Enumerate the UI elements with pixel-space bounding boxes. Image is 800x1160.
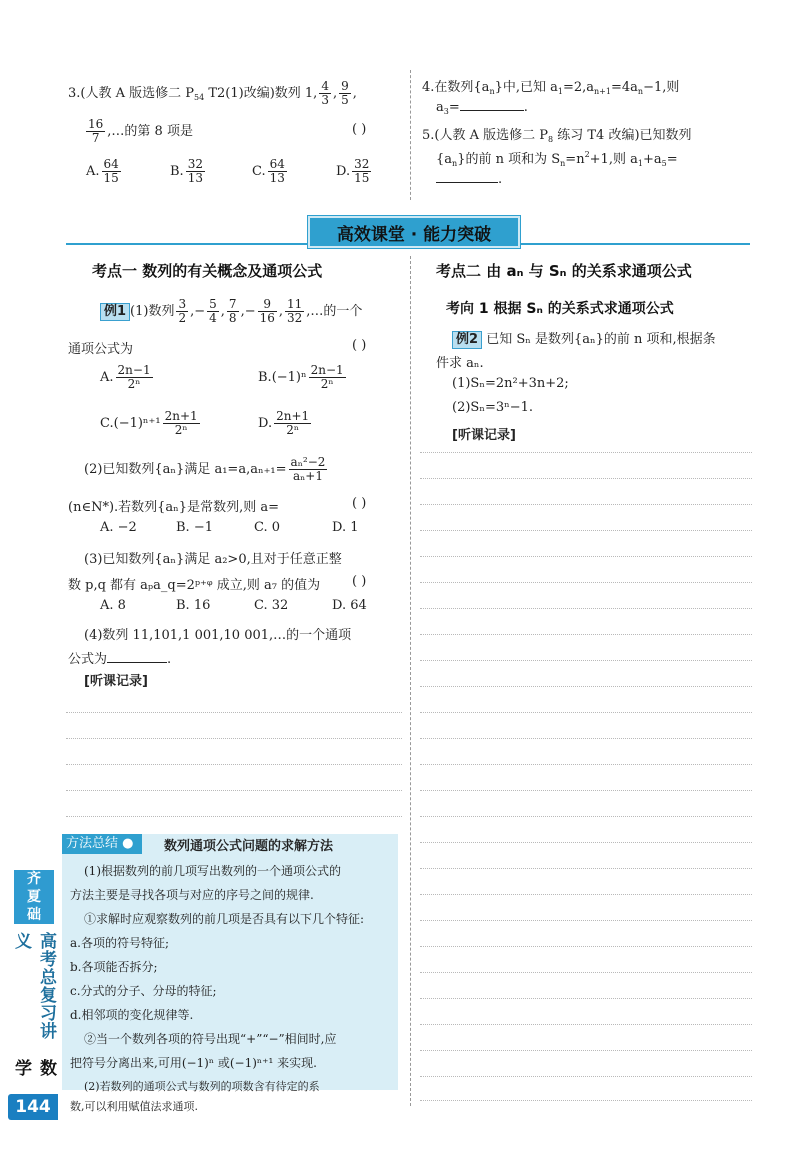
top-column-divider [410, 70, 411, 200]
ex1-part3-opt-a: A. 8 [100, 598, 126, 613]
right-notes-label: [听课记录] [452, 428, 516, 443]
ex1-part2-line1: (2)已知数列{aₙ}满足 a₁=a,aₙ₊₁= $\frac{\text{aₙ²−2}}{\text{aₙ+1}}$ [84, 455, 326, 483]
right-note-line[interactable] [420, 582, 752, 583]
right-note-line[interactable] [420, 972, 752, 973]
right-section-title: 考点二 由 aₙ 与 Sₙ 的关系求通项公式 [436, 262, 692, 280]
ex2-line2: 件求 aₙ. [436, 356, 484, 371]
right-note-line[interactable] [420, 894, 752, 895]
ex1-part4-line1: (4)数列 11,101,1 001,10 001,…的一个通项 [84, 628, 352, 643]
q5-answer-blank[interactable] [436, 182, 498, 183]
right-note-line[interactable] [420, 738, 752, 739]
left-notes-label: [听课记录] [84, 674, 148, 689]
right-note-line[interactable] [420, 816, 752, 817]
ex2-item1: (1)Sₙ=2n²+3n+2; [452, 376, 569, 391]
left-note-line[interactable] [66, 764, 402, 765]
ex1-option-c: C.(−1)ⁿ⁺¹ $\frac{2n+1}{\text{2ⁿ}}$ [100, 409, 198, 437]
ex1-part3-opt-c: C. 32 [254, 598, 289, 613]
ex1-part2-line2: (n∈N*).若数列{aₙ}是常数列,则 a= [68, 500, 279, 515]
right-note-line[interactable] [420, 1024, 752, 1025]
right-note-line[interactable] [420, 556, 752, 557]
section-banner: 高效课堂 · 能力突破 [308, 216, 520, 248]
banner-rule-left [66, 243, 310, 245]
ex1-part3-opt-d: D. 64 [332, 598, 367, 613]
method-line: 方法主要是寻找各项与对应的序号之间的规律. [70, 888, 314, 902]
method-line: ②当一个数列各项的符号出现“+”“−”相间时,应 [84, 1032, 337, 1046]
right-note-line[interactable] [420, 790, 752, 791]
publisher-logo: 齐 夏 础 [14, 870, 54, 924]
q3-option-d: D. $\frac{32}{15}$ [336, 157, 370, 185]
right-note-line[interactable] [420, 998, 752, 999]
method-line: a.各项的符号特征; [70, 936, 170, 950]
right-note-line[interactable] [420, 686, 752, 687]
speech-bubble-icon: ● [122, 836, 134, 851]
ex1-option-b: B.(−1)ⁿ $\frac{2n-1}{\text{2ⁿ}}$ [258, 363, 344, 391]
ex1-part1-paren: ( ) [352, 338, 367, 353]
ex1-part4-line2: 公式为 . [68, 652, 172, 667]
right-note-line[interactable] [420, 946, 752, 947]
method-summary-title: 数列通项公式问题的求解方法 [164, 839, 334, 854]
ex1-part2-paren: ( ) [352, 496, 367, 511]
right-note-line[interactable] [420, 452, 752, 453]
ex1-part2-opt-a: A. −2 [100, 520, 137, 535]
right-note-line[interactable] [420, 478, 752, 479]
right-note-line[interactable] [420, 634, 752, 635]
right-note-line[interactable] [420, 1100, 752, 1101]
right-note-line[interactable] [420, 1050, 752, 1051]
q5-line1: 5.(人教 A 版选修二 $P_8$ 练习 T4 改编)已知数列 [422, 128, 692, 144]
ex1-part3-line2: 数 p,q 都有 aₚa_q=2ᵖ⁺ᵠ 成立,则 a₇ 的值为 [68, 578, 321, 593]
ex1-part3-paren: ( ) [352, 574, 367, 589]
left-section-title: 考点一 数列的有关概念及通项公式 [92, 262, 323, 280]
method-line: c.分式的分子、分母的特征; [70, 984, 217, 998]
method-line: b.各项能否拆分; [70, 960, 158, 974]
q3-frac-1: $\frac{4}{3}$ [321, 79, 329, 107]
ex1-part4-answer-blank[interactable] [107, 662, 167, 663]
q3-line1: 3.(人教 A 版选修二 $P_{54}$ T2(1)改编)数列 1, $\frac{4}{3}$ , $\frac{9}{5}$ , [68, 79, 357, 107]
method-line: 把符号分离出来,可用(−1)ⁿ 或(−1)ⁿ⁺¹ 来实现. [70, 1056, 317, 1070]
method-line: (1)根据数列的前几项写出数列的一个通项公式的 [84, 864, 341, 878]
q4-answer-blank[interactable] [460, 110, 524, 111]
q3-frac-3: $\frac{16}{7}$ [88, 117, 104, 145]
main-column-divider [410, 256, 411, 1106]
page-number: 144 [8, 1094, 58, 1120]
right-note-line[interactable] [420, 764, 752, 765]
q3-frac-2: $\frac{9}{5}$ [341, 79, 349, 107]
subject-label: 数学 [11, 1058, 56, 1076]
ex1-part2-opt-b: B. −1 [176, 520, 213, 535]
right-note-line[interactable] [420, 920, 752, 921]
method-line: ①求解时应观察数列的前几项是否具有以下几个特征: [84, 912, 365, 926]
method-line: 数,可以利用赋值法求通项. [70, 1100, 198, 1113]
q5-line2: $\{a_n\}$的前 n 项和为 $S_n=n^2+1$,则 $a_1+a_5=$ [436, 150, 678, 168]
ex1-option-d: D. $\frac{2n+1}{\text{2ⁿ}}$ [258, 409, 310, 437]
ex1-part3-opt-b: B. 16 [176, 598, 211, 613]
ex2-line1: 例2 已知 Sₙ 是数列{aₙ}的前 n 项和,根据条 [452, 328, 716, 349]
right-note-line[interactable] [420, 1076, 752, 1077]
right-note-line[interactable] [420, 660, 752, 661]
method-line: (2)若数列的通项公式与数列的项数含有待定的系 [84, 1080, 320, 1093]
left-note-line[interactable] [66, 712, 402, 713]
ex1-part3-line1: (3)已知数列{aₙ}满足 a₂>0,且对于任意正整 [84, 552, 342, 567]
q3-option-c: C. $\frac{64}{13}$ [252, 157, 285, 185]
left-note-line[interactable] [66, 816, 402, 817]
right-note-line[interactable] [420, 868, 752, 869]
banner-rule-right [518, 243, 750, 245]
right-note-line[interactable] [420, 504, 752, 505]
ex1-part2-opt-d: D. 1 [332, 520, 359, 535]
example-2-tag: 例2 [452, 331, 482, 349]
series-title: 高考总复习讲义 [11, 932, 56, 1040]
left-note-line[interactable] [66, 738, 402, 739]
right-subsection-title: 考向 1 根据 Sₙ 的关系式求通项公式 [446, 301, 674, 317]
q3-option-b: B. $\frac{32}{13}$ [170, 157, 203, 185]
method-line: d.相邻项的变化规律等. [70, 1008, 194, 1022]
left-note-line[interactable] [66, 790, 402, 791]
right-note-line[interactable] [420, 842, 752, 843]
q3-line2: $\frac{16}{7}$ ,…的第 8 项是 [88, 117, 193, 145]
q4-line1: 4.在数列$\{a_n\}$中,已知 $a_1=2,a_{n+1}=4a_n-1$,则 [422, 80, 680, 96]
ex1-option-a: A. $\frac{2n-1}{\text{2ⁿ}}$ [100, 363, 151, 391]
ex2-item2: (2)Sₙ=3ⁿ−1. [452, 400, 534, 415]
right-note-line[interactable] [420, 530, 752, 531]
book-sidebar [11, 870, 56, 1090]
q3-answer-paren: ( ) [352, 122, 367, 137]
ex1-part1-line1: 例1 (1)数列 $\frac{3}{2}$ ,− $\frac{5}{4}$ , $\frac{7}{8}$ ,− $\frac{9}{16}$ , $\frac{11}{32}$ ,…的一个 [100, 298, 362, 325]
method-summary-header: 方法总结 ● [62, 834, 142, 854]
right-note-line[interactable] [420, 608, 752, 609]
q4-line2: $a_3=$ . [436, 100, 528, 116]
right-note-line[interactable] [420, 712, 752, 713]
ex1-part1-line2: 通项公式为 [68, 342, 134, 357]
q3-option-a: A. $\frac{64}{15}$ [86, 157, 119, 185]
example-1-tag: 例1 [100, 303, 130, 321]
ex1-part2-opt-c: C. 0 [254, 520, 281, 535]
q5-line3: . [436, 172, 502, 187]
